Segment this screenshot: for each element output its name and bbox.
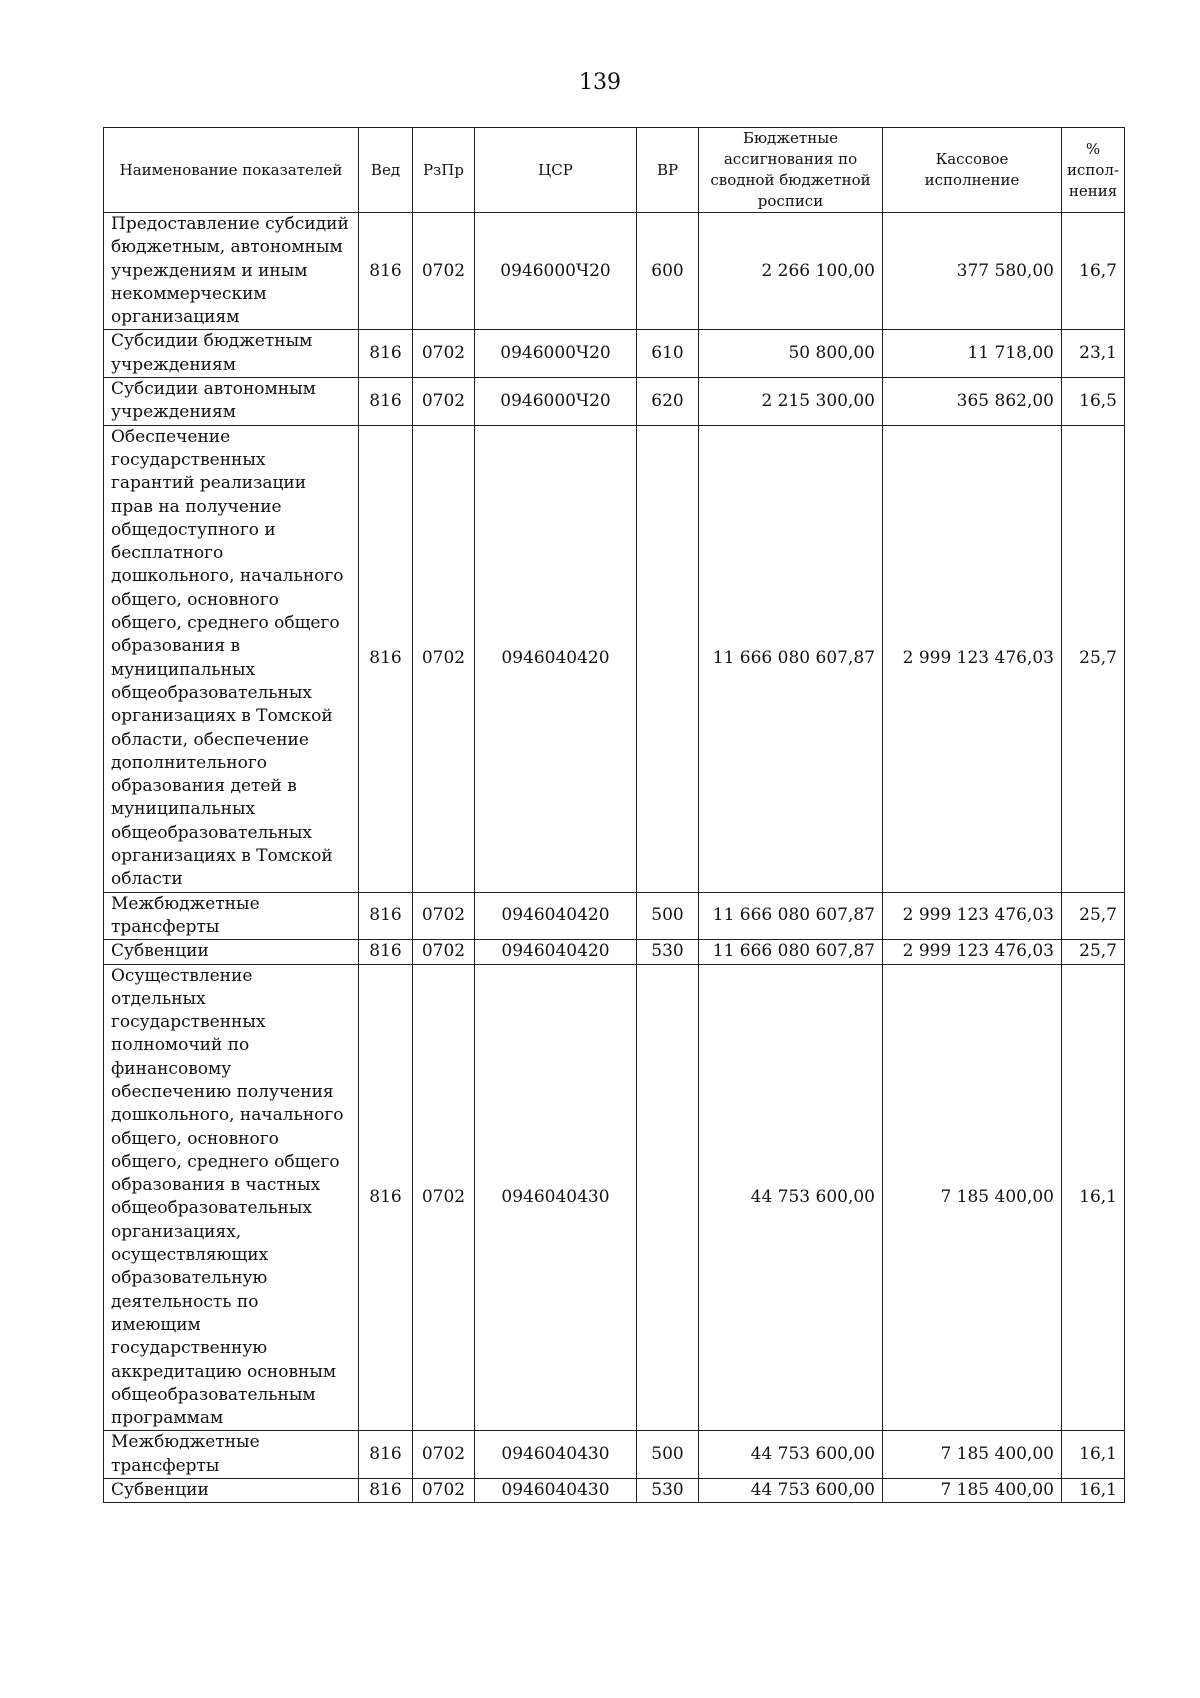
header-name: Наименование показателей [104,128,359,213]
table-row [104,425,1125,892]
table-body [104,213,1125,1503]
row-ved: 816 [359,213,413,330]
row-ved: 816 [359,330,413,378]
row-assignments: 44 753 600,00 [699,1479,883,1503]
row-csr: 0946040430 [475,1479,637,1503]
row-assignments: 2 215 300,00 [699,378,883,426]
row-ved: 816 [359,425,413,892]
row-vr [637,964,699,1431]
row-ved: 816 [359,1431,413,1479]
page-number: 139 [579,70,621,95]
row-ved: 816 [359,378,413,426]
row-assignments: 11 666 080 607,87 [699,892,883,940]
row-assignments: 44 753 600,00 [699,964,883,1431]
row-vr [637,425,699,892]
row-vr: 620 [637,378,699,426]
header-ved: Вед [359,128,413,213]
table-row [104,330,1125,378]
row-cash-execution: 2 999 123 476,03 [883,940,1062,964]
row-rzpr: 0702 [413,1431,475,1479]
row-ved: 816 [359,964,413,1431]
header-row [104,128,1125,213]
row-rzpr: 0702 [413,213,475,330]
row-vr: 530 [637,1479,699,1503]
row-cash-execution: 377 580,00 [883,213,1062,330]
header-csr: ЦСР [475,128,637,213]
row-csr: 0946040420 [475,425,637,892]
row-assignments: 11 666 080 607,87 [699,425,883,892]
row-percent: 16,1 [1062,1479,1125,1503]
row-cash-execution: 7 185 400,00 [883,1431,1062,1479]
row-csr: 0946040420 [475,892,637,940]
header-vr: ВР [637,128,699,213]
row-vr: 610 [637,330,699,378]
row-percent: 25,7 [1062,425,1125,892]
row-assignments: 2 266 100,00 [699,213,883,330]
row-percent: 23,1 [1062,330,1125,378]
table-row [104,892,1125,940]
budget-table [103,127,1125,1503]
row-csr: 0946000Ч20 [475,378,637,426]
row-rzpr: 0702 [413,892,475,940]
row-ved: 816 [359,892,413,940]
row-cash-execution: 2 999 123 476,03 [883,892,1062,940]
row-name: Субвенции [104,1479,359,1503]
row-name: Субсидии автономным учреждениям [104,378,359,426]
row-name: Обеспечение государственных гарантий реализации прав на получение общедоступного и бесплатного дошкольного, начального общего, основного общего, среднего общего образования в муниципальных общеобразовательных организациях в Томской области, обеспечение дополнительного образования детей в муниципальных общеобразовательных организациях в Томской области [104,425,359,892]
row-csr: 0946000Ч20 [475,213,637,330]
row-vr: 530 [637,940,699,964]
table-row [104,964,1125,1431]
row-csr: 0946000Ч20 [475,330,637,378]
row-cash-execution: 2 999 123 476,03 [883,425,1062,892]
row-cash-execution: 11 718,00 [883,330,1062,378]
header-rzpr: РзПр [413,128,475,213]
row-assignments: 50 800,00 [699,330,883,378]
row-name: Субвенции [104,940,359,964]
row-percent: 16,1 [1062,964,1125,1431]
row-csr: 0946040420 [475,940,637,964]
row-name: Осуществление отдельных государственных полномочий по финансовому обеспечению получения дошкольного, начального общего, основного общего, среднего общего образования в частных общеобразовательных организациях, осуществляющих образовательную деятельность по имеющим государственную аккредитацию основным общеобразовательным программам [104,964,359,1431]
row-rzpr: 0702 [413,940,475,964]
row-percent: 25,7 [1062,940,1125,964]
header-percent: % испол- нения [1062,128,1125,213]
row-percent: 25,7 [1062,892,1125,940]
table-row [104,213,1125,330]
row-csr: 0946040430 [475,964,637,1431]
row-rzpr: 0702 [413,1479,475,1503]
row-csr: 0946040430 [475,1431,637,1479]
row-percent: 16,5 [1062,378,1125,426]
table-header [104,128,1125,213]
header-cash-execution: Кассовое исполнение [883,128,1062,213]
row-vr: 500 [637,1431,699,1479]
table-row [104,940,1125,964]
row-rzpr: 0702 [413,378,475,426]
row-rzpr: 0702 [413,330,475,378]
row-cash-execution: 365 862,00 [883,378,1062,426]
row-name: Предоставление субсидий бюджетным, автономным учреждениям и иным некоммерческим организациям [104,213,359,330]
row-name: Межбюджетные трансферты [104,892,359,940]
header-assignments: Бюджетные ассигнования по сводной бюджетной росписи [699,128,883,213]
table-row [104,378,1125,426]
row-rzpr: 0702 [413,964,475,1431]
row-ved: 816 [359,940,413,964]
table-row [104,1431,1125,1479]
table-row [104,1479,1125,1503]
row-name: Межбюджетные трансферты [104,1431,359,1479]
row-rzpr: 0702 [413,425,475,892]
row-percent: 16,7 [1062,213,1125,330]
row-vr: 500 [637,892,699,940]
row-percent: 16,1 [1062,1431,1125,1479]
row-ved: 816 [359,1479,413,1503]
row-assignments: 11 666 080 607,87 [699,940,883,964]
row-vr: 600 [637,213,699,330]
row-cash-execution: 7 185 400,00 [883,1479,1062,1503]
row-name: Субсидии бюджетным учреждениям [104,330,359,378]
row-cash-execution: 7 185 400,00 [883,964,1062,1431]
row-assignments: 44 753 600,00 [699,1431,883,1479]
